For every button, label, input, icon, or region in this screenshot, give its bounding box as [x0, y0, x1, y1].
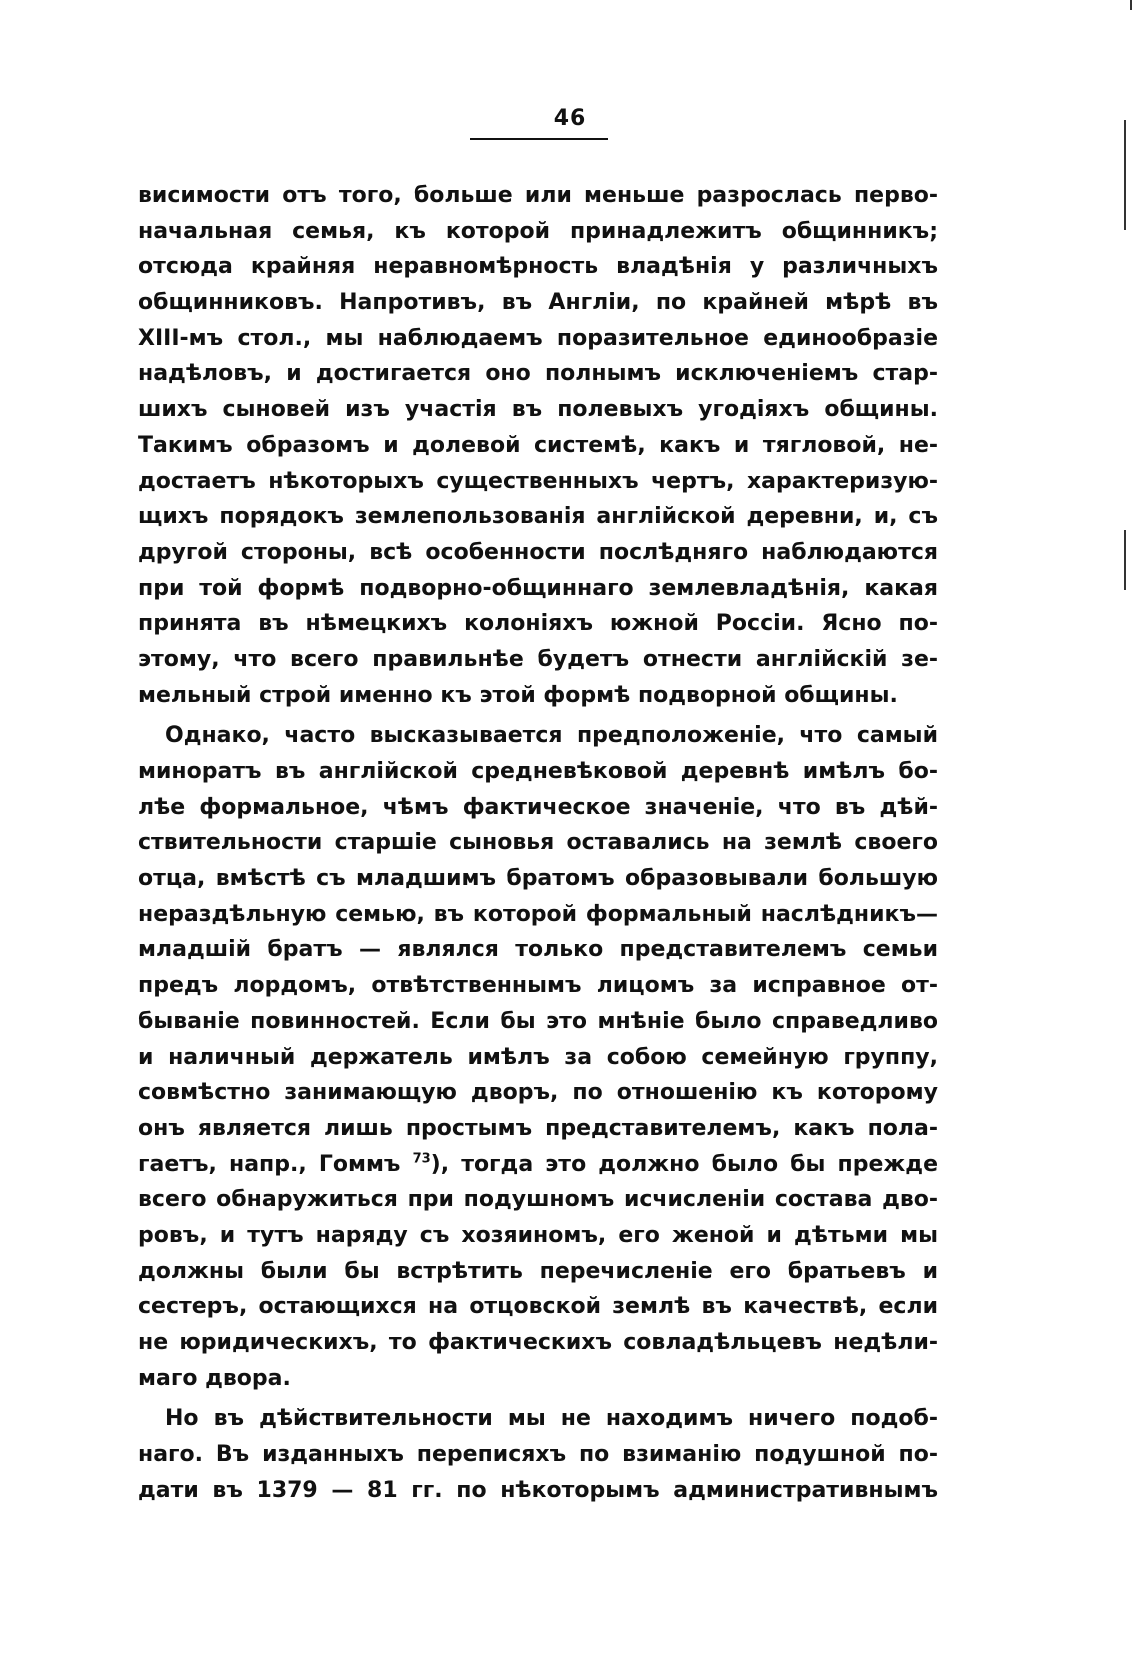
footnote-reference: 73	[412, 1151, 431, 1167]
text-line: должны были бы встрѣтить перечисленіе его братьевъ и	[138, 1258, 938, 1284]
paragraph-1	[138, 178, 938, 713]
text-line: сестеръ, остающихся на отцовской землѣ въ качествѣ, если	[138, 1294, 938, 1320]
text-line: Такимъ образомъ и долевой системѣ, какъ и тягловой, не-	[138, 432, 938, 458]
text-line: совмѣстно занимающую дворъ, по отношенію къ которому	[138, 1080, 938, 1106]
text-line: миноратъ въ англійской средневѣковой деревнѣ имѣлъ бо-	[138, 759, 938, 784]
text-line: наго. Въ изданныхъ переписяхъ по взиманію подушной по-	[138, 1442, 938, 1468]
scan-edge-mark	[1130, 0, 1132, 10]
text-line: другой стороны, всѣ особенности послѣдняго наблюдаются	[138, 539, 938, 565]
text-line: шихъ сыновей изъ участія въ полевыхъ угодіяхъ общины.	[138, 397, 938, 423]
text-line: ствительности старшіе сыновья оставались на землѣ своего	[138, 830, 938, 856]
text-line: XIII-мъ стол., мы наблюдаемъ поразительное единообразіе	[138, 325, 938, 351]
text-line: висимости отъ того, больше или меньше разрослась перво-	[138, 183, 938, 208]
text-line: бываніе повинностей. Если бы это мнѣніе было справедливо	[138, 1008, 938, 1034]
text-line: отсюда крайняя неравномѣрность владѣнія у различныхъ	[138, 254, 938, 280]
text-line: начальная семья, къ которой принадлежитъ общинникъ;	[138, 218, 938, 244]
text-line: нераздѣльную семью, въ которой формальный наслѣдникъ—	[138, 901, 938, 927]
text-line: щихъ порядокъ землепользованія англійской деревни, и, съ	[138, 504, 938, 530]
text-line: общинниковъ. Напротивъ, въ Англіи, по крайней мѣрѣ въ	[138, 290, 938, 316]
text-line: всего обнаружиться при подушномъ исчисленіи состава дво-	[138, 1187, 938, 1213]
text-line: этому, что всего правильнѣе будетъ отнести англійскій зе-	[138, 646, 938, 672]
text-line: достаетъ нѣкоторыхъ существенныхъ чертъ, характеризую-	[138, 468, 938, 494]
text-line: маго двора.	[138, 1365, 291, 1391]
text-line: не юридическихъ, то фактическихъ совладѣльцевъ недѣли-	[138, 1330, 938, 1355]
text-line: принята въ нѣмецкихъ колоніяхъ южной Россіи. Ясно по-	[138, 611, 938, 637]
text-line: надѣловъ, и достигается оно полнымъ исключеніемъ стар-	[138, 361, 938, 387]
text-line: Но въ дѣйствительности мы не находимъ ничего подоб-	[165, 1406, 938, 1432]
page-number-rule	[470, 138, 608, 140]
text-line: Однако, часто высказывается предположеніе, что самый	[165, 723, 938, 749]
body-text	[138, 178, 938, 1508]
text-line: и наличный держатель имѣлъ за собою семейную группу,	[138, 1044, 938, 1070]
text-fragment: ), тогда это должно было бы прежде	[430, 1151, 938, 1177]
page-number: 46	[553, 106, 587, 131]
text-line: предъ лордомъ, отвѣтственнымъ лицомъ за исправное от-	[138, 973, 938, 999]
paragraph-2	[138, 718, 938, 1396]
text-line: при той формѣ подворно-общиннаго землевладѣнія, какая	[138, 575, 938, 601]
text-line: лѣе формальное, чѣмъ фактическое значеніе, что въ дѣй-	[138, 794, 938, 820]
text-fragment: гаетъ, напр., Гоммъ	[138, 1151, 401, 1177]
scan-edge-mark	[1124, 530, 1126, 590]
text-line: ровъ, и тутъ наряду съ хозяиномъ, его женой и дѣтьми мы	[138, 1222, 938, 1248]
scan-edge-mark	[1124, 120, 1126, 230]
text-line: онъ является лишь простымъ представителемъ, какъ пола-	[138, 1115, 938, 1141]
paragraph-3	[138, 1401, 938, 1508]
text-line: отца, вмѣстѣ съ младшимъ братомъ образовывали большую	[138, 866, 938, 892]
text-line: дати въ 1379 — 81 гг. по нѣкоторымъ административнымъ	[138, 1477, 938, 1503]
text-line-with-footnote	[138, 1147, 938, 1183]
text-line: мельный строй именно къ этой формѣ подворной общины.	[138, 682, 898, 708]
text-line: младшій братъ — являлся только представителемъ семьи	[138, 937, 938, 963]
